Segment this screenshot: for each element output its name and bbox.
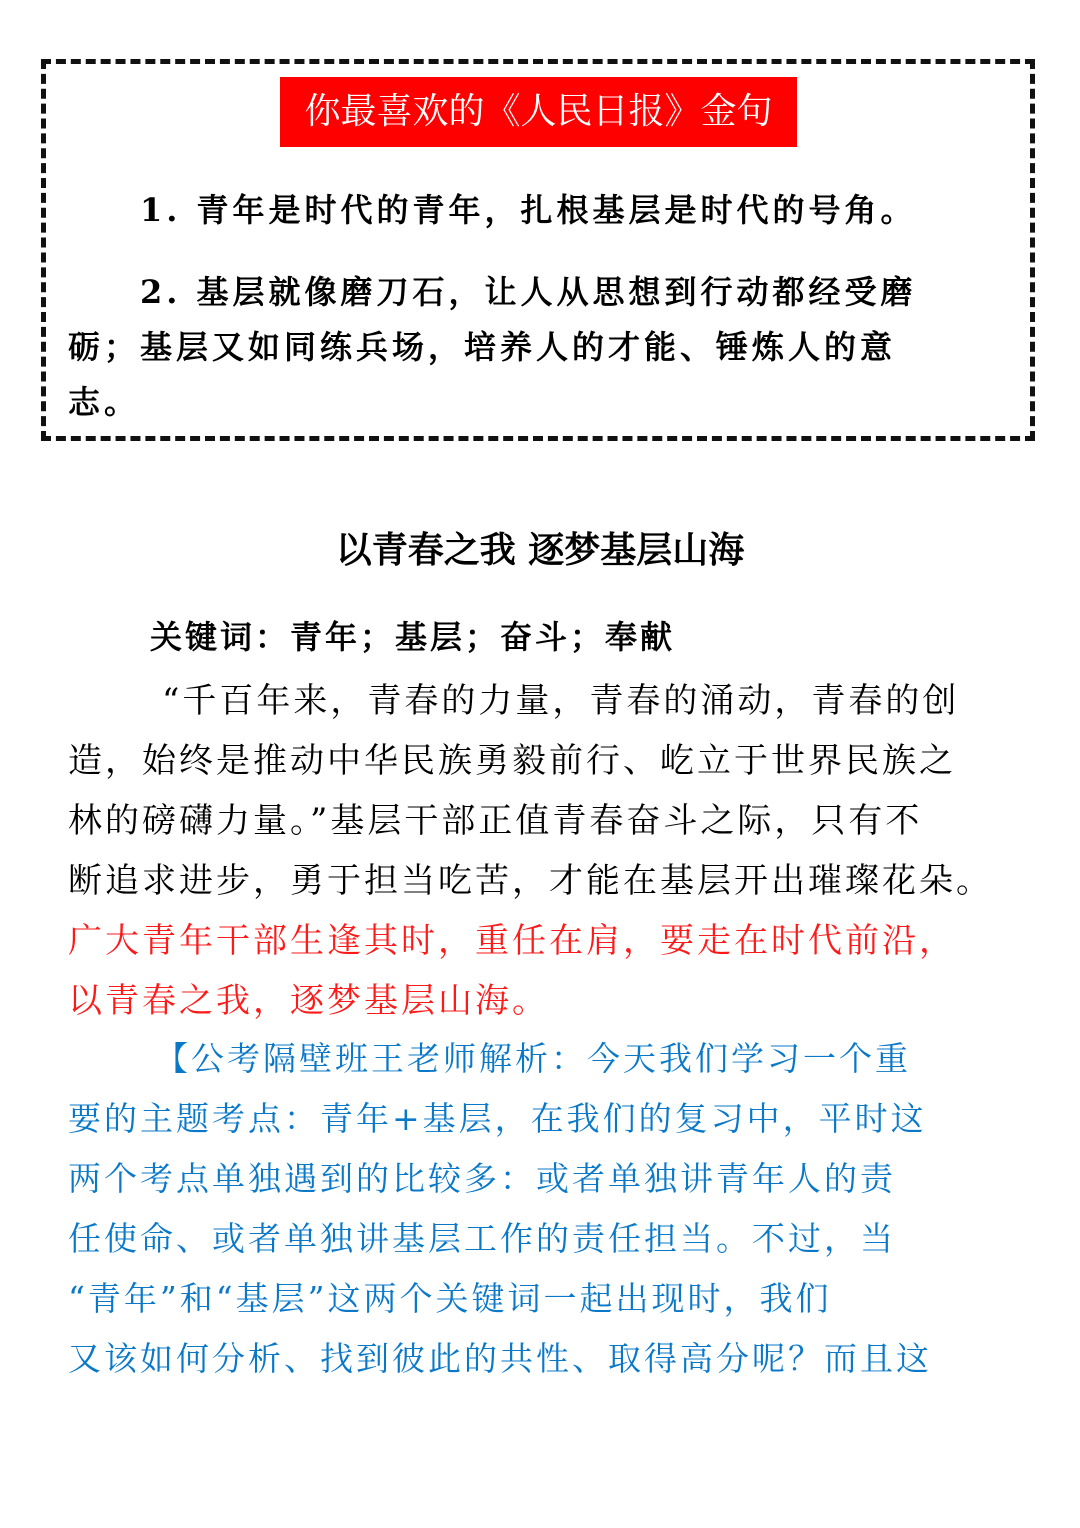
analysis-line-6: 又该如何分析、找到彼此的共性、取得高分呢？而且这: [68, 1339, 932, 1378]
highlight-line-2: 以青春之我，逐梦基层山海。: [68, 981, 549, 1021]
analysis-line-5: “青年”和“基层”这两个关键词一起出现时，我们: [68, 1279, 832, 1318]
body-line-4: 断追求进步，勇于担当吃苦，才能在基层开出璀璨花朵。: [68, 861, 993, 901]
body-line-1: “千百年来，青春的力量，青春的涌动，青春的创: [162, 681, 960, 721]
quote-box-title: 你最喜欢的《人民日报》金句: [280, 77, 797, 147]
quote-line-1: 1. 青年是时代的青年，扎根基层是时代的号角。: [140, 191, 917, 229]
quote-line-2: 2. 基层就像磨刀石，让人从思想到行动都经受磨: [140, 273, 917, 311]
quote-line-3: 砺；基层又如同练兵场，培养人的才能、锤炼人的意: [68, 328, 897, 366]
analysis-line-2: 要的主题考点：青年+基层，在我们的复习中，平时这: [68, 1099, 927, 1138]
highlight-line-1: 广大青年干部生逢其时，重任在肩，要走在时代前沿，: [68, 921, 956, 961]
quote-line-4: 志。: [68, 383, 141, 421]
keywords-line: 关键词：青年；基层；奋斗；奉献: [150, 618, 676, 656]
body-line-3: 林的磅礴力量。”基层干部正值青春奋斗之际，只有不: [68, 801, 923, 841]
article-title: 以青春之我 逐梦基层山海: [335, 529, 745, 571]
analysis-line-3: 两个考点单独遇到的比较多：或者单独讲青年人的责: [68, 1159, 896, 1198]
body-line-2: 造，始终是推动中华民族勇毅前行、屹立于世界民族之: [68, 741, 956, 781]
analysis-line-1: 【公考隔壁班王老师解析：今天我们学习一个重: [155, 1039, 911, 1078]
analysis-line-4: 任使命、或者单独讲基层工作的责任担当。不过，当: [68, 1219, 896, 1258]
